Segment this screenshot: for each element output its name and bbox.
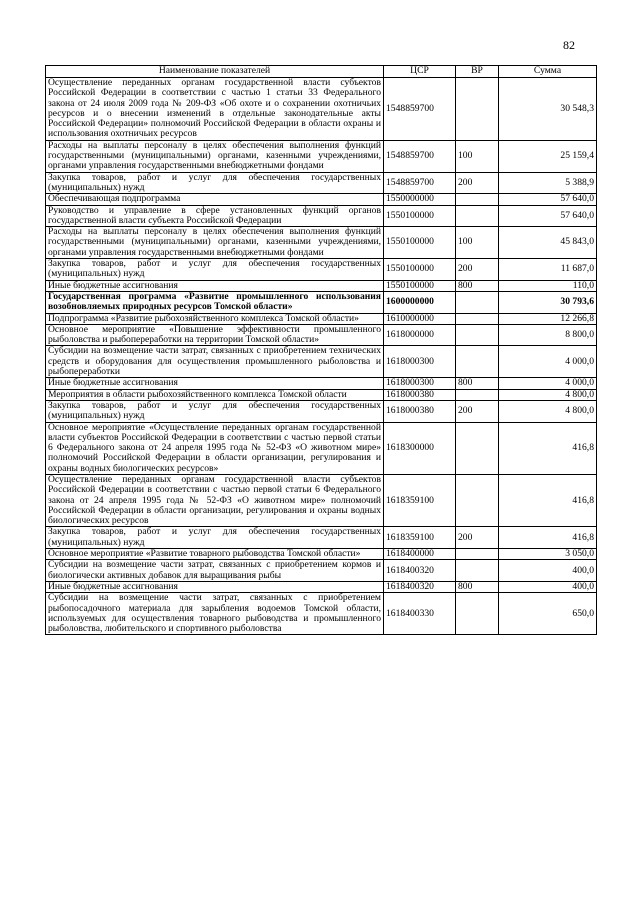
cell-csr: 1550000000 [384,194,456,205]
table-row [46,474,597,526]
cell-sum: 4 000,0 [499,346,597,378]
table-row [46,172,597,194]
cell-vr: 100 [456,227,499,259]
cell-sum: 8 800,0 [499,324,597,346]
table-row [46,549,597,560]
table-row [46,259,597,281]
cell-name: Осуществление переданных органам государственной власти субъектов Российской Федерации в соответствии с частью 1 статьи 33 Федерального закона от 24 июля 2009 года № 209-ФЗ «Об охоте и о сохранении охотничьих ресурсов и о внесении изменений в отдельные законодательные акты Российской Федерации» полномочий Российской Федерации в области охраны и использования охотничьих ресурсов [46,78,384,141]
cell-csr: 1618000380 [384,400,456,422]
table-row [46,194,597,205]
header-csr: ЦСР [384,66,456,78]
header-name: Наименование показателей [46,66,384,78]
cell-sum: 11 687,0 [499,259,597,281]
cell-vr [456,291,499,313]
cell-name: Субсидии на возмещение части затрат, связанных с приобретением технических средств и оборудования для осуществления промышленного рыболовства и рыбопереработки [46,346,384,378]
cell-sum: 12 266,8 [499,313,597,324]
cell-name: Основное мероприятие «Осуществление переданных органам государственной власти субъектов Российской Федерации в соответствии с частью первой статьи 6 Федерального закона от 24 апреля 1995 года № 52-ФЗ «О животном мире» полномочий Российской Федерации в области организации, регулирования и охраны водных биологических ресурсов» [46,422,384,474]
cell-csr: 1618000300 [384,378,456,389]
budget-table [45,65,597,635]
cell-sum: 4 800,0 [499,389,597,400]
table-body [46,78,597,635]
cell-csr: 1548859700 [384,172,456,194]
cell-name: Расходы на выплаты персоналу в целях обеспечения выполнения функций государственными (муниципальными) органами, казенными учреждениями, органами управления государственными внебюджетными фондами [46,140,384,172]
table-row [46,581,597,592]
cell-csr: 1550100000 [384,259,456,281]
cell-name: Осуществление переданных органам государственной власти субъектов Российской Федерации в соответствии с частью первой статьи 6 Федерального закона от 24 апреля 1995 года № 52-ФЗ «О животном мире» полномочий Российской Федерации в области организации, регулирования и охраны водных биологических ресурсов [46,474,384,526]
cell-csr: 1618000000 [384,324,456,346]
cell-vr [456,346,499,378]
cell-name: Субсидии на возмещение части затрат, связанных с приобретением рыбопосадочного материала для зарыбления водоемов Томской области, используемых для осуществления товарного рыбоводства и промышленного рыболовства, любительского и спортивного рыболовства [46,593,384,635]
table-row [46,378,597,389]
cell-sum: 5 388,9 [499,172,597,194]
page-number: 82 [563,38,575,52]
table-row [46,78,597,141]
table-row [46,291,597,313]
cell-sum: 30 793,6 [499,291,597,313]
cell-csr: 1618400320 [384,560,456,582]
cell-vr [456,324,499,346]
cell-csr: 1618000380 [384,389,456,400]
cell-csr: 1550100000 [384,205,456,227]
table-row [46,422,597,474]
cell-vr [456,313,499,324]
table-row [46,593,597,635]
cell-sum: 4 800,0 [499,400,597,422]
cell-csr: 1618400330 [384,593,456,635]
cell-name: Иные бюджетные ассигнования [46,581,384,592]
cell-name: Обеспечивающая подпрограмма [46,194,384,205]
cell-csr: 1548859700 [384,140,456,172]
header-vr: ВР [456,66,499,78]
cell-name: Подпрограмма «Развитие рыбохозяйственного комплекса Томской области» [46,313,384,324]
table-row [46,527,597,549]
cell-csr: 1618359100 [384,474,456,526]
cell-vr [456,593,499,635]
table-row [46,560,597,582]
cell-sum: 57 640,0 [499,205,597,227]
cell-sum: 25 159,4 [499,140,597,172]
cell-csr: 1618359100 [384,527,456,549]
table-row [46,324,597,346]
cell-sum: 416,8 [499,422,597,474]
table-row [46,140,597,172]
cell-name: Закупка товаров, работ и услуг для обеспечения государственных (муниципальных) нужд [46,527,384,549]
cell-name: Закупка товаров, работ и услуг для обеспечения государственных (муниципальных) нужд [46,259,384,281]
cell-csr: 1600000000 [384,291,456,313]
cell-vr [456,205,499,227]
cell-vr [456,474,499,526]
cell-csr: 1618300000 [384,422,456,474]
cell-vr [456,389,499,400]
cell-name: Основное мероприятие «Развитие товарного рыбоводства Томской области» [46,549,384,560]
cell-vr: 200 [456,259,499,281]
cell-sum: 400,0 [499,581,597,592]
table-row [46,400,597,422]
cell-name: Закупка товаров, работ и услуг для обеспечения государственных (муниципальных) нужд [46,400,384,422]
header-sum: Сумма [499,66,597,78]
cell-vr: 800 [456,280,499,291]
cell-sum: 3 050,0 [499,549,597,560]
cell-sum: 4 000,0 [499,378,597,389]
cell-vr [456,549,499,560]
cell-sum: 416,8 [499,527,597,549]
cell-csr: 1610000000 [384,313,456,324]
cell-name: Иные бюджетные ассигнования [46,280,384,291]
cell-csr: 1550100000 [384,280,456,291]
table-row [46,280,597,291]
cell-name: Мероприятия в области рыбохозяйственного комплекса Томской области [46,389,384,400]
cell-name: Иные бюджетные ассигнования [46,378,384,389]
cell-csr: 1548859700 [384,78,456,141]
cell-vr [456,560,499,582]
cell-sum: 110,0 [499,280,597,291]
cell-vr [456,422,499,474]
cell-vr: 200 [456,172,499,194]
table-row [46,205,597,227]
table-row [46,227,597,259]
cell-name: Расходы на выплаты персоналу в целях обеспечения выполнения функций государственными (муниципальными) органами, казенными учреждениями, органами управления государственными внебюджетными фондами [46,227,384,259]
cell-vr: 100 [456,140,499,172]
cell-name: Основное мероприятие «Повышение эффективности промышленного рыболовства и рыбопереработки на территории Томской области» [46,324,384,346]
cell-sum: 416,8 [499,474,597,526]
cell-sum: 30 548,3 [499,78,597,141]
table-row [46,346,597,378]
cell-sum: 650,0 [499,593,597,635]
cell-name: Закупка товаров, работ и услуг для обеспечения государственных (муниципальных) нужд [46,172,384,194]
cell-vr [456,194,499,205]
cell-sum: 400,0 [499,560,597,582]
cell-csr: 1550100000 [384,227,456,259]
table-row [46,313,597,324]
cell-csr: 1618000300 [384,346,456,378]
table-header-row [46,66,597,78]
cell-csr: 1618400000 [384,549,456,560]
cell-name: Субсидии на возмещение части затрат, связанных с приобретением кормов и биологически активных добавок для выращивания рыбы [46,560,384,582]
cell-csr: 1618400320 [384,581,456,592]
cell-vr: 800 [456,378,499,389]
cell-name: Руководство и управление в сфере установленных функций органов государственной власти субъекта Российской Федерации [46,205,384,227]
cell-sum: 57 640,0 [499,194,597,205]
cell-sum: 45 843,0 [499,227,597,259]
cell-vr: 200 [456,400,499,422]
cell-vr: 800 [456,581,499,592]
cell-vr [456,78,499,141]
cell-name: Государственная программа «Развитие промышленного использования возобновляемых природных ресурсов Томской области» [46,291,384,313]
cell-vr: 200 [456,527,499,549]
table-row [46,389,597,400]
